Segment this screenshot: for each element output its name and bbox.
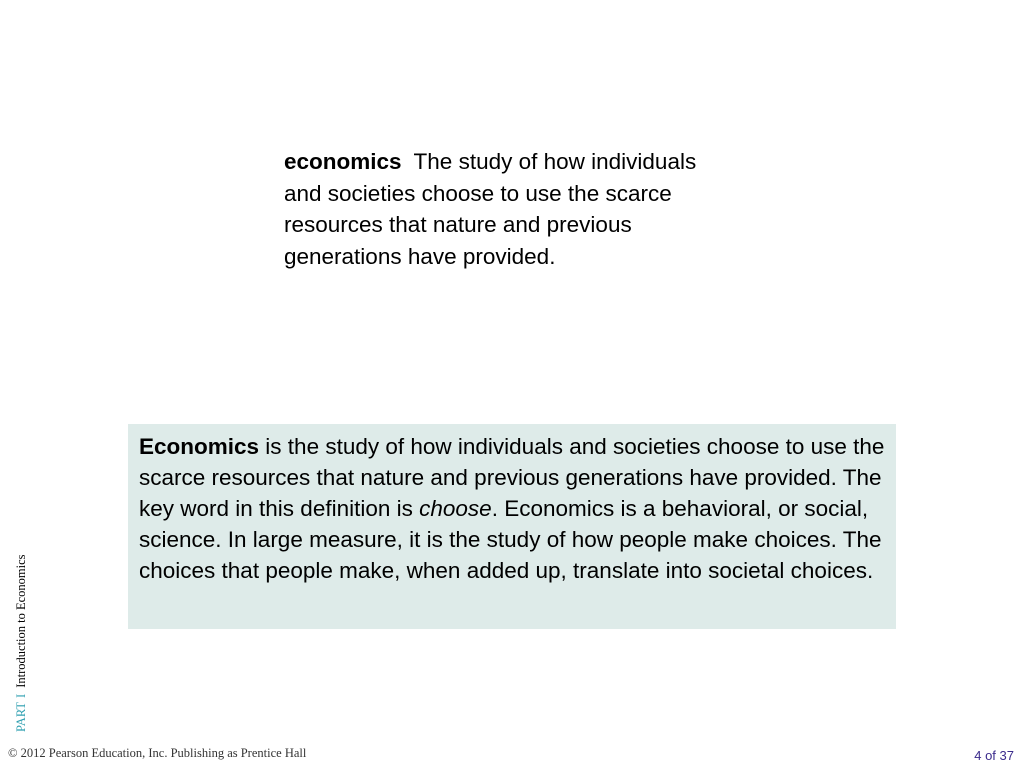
- copyright-text: © 2012 Pearson Education, Inc. Publishing as Prentice Hall: [8, 746, 307, 760]
- explanation-emphasis: choose: [419, 496, 492, 521]
- definition-term: economics: [284, 149, 402, 174]
- explanation-term: Economics: [139, 434, 260, 459]
- explanation-text-2: . Economics is a behavioral, or social, science. In large measure, it is the study of how people make choices. The choices that people make, when added up, translate into societal choices.: [139, 496, 882, 583]
- section-title: Introduction to Economics: [14, 554, 28, 688]
- part-word: PART: [14, 701, 28, 732]
- definition-block: [284, 146, 734, 272]
- definition-text: The study of how individuals and societies choose to use the scarce resources that nature and previous generations have provided.: [284, 149, 697, 269]
- part-number: I: [14, 693, 28, 698]
- page-indicator: 4 of 37: [974, 748, 1014, 763]
- side-chapter-label: [14, 554, 29, 732]
- explanation-text-1: is the study of how individuals and societies choose to use the scarce resources that nature and previous generations have provided. The key word in this definition is: [139, 434, 885, 521]
- explanation-box: [128, 424, 896, 629]
